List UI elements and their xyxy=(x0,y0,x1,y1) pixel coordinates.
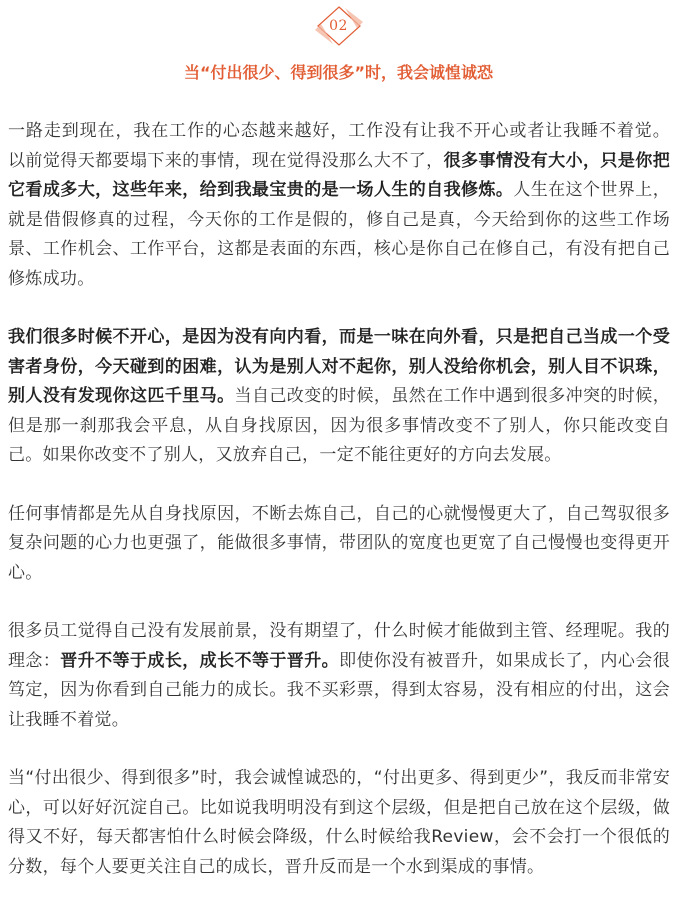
paragraph xyxy=(8,500,670,589)
paragraph-text: 任何事情都是先从自身找原因，不断去炼自己，自己的心就慢慢更大了，自己驾驭很多复杂问题的心力也更强了，能做很多事情，带团队的宽度也更宽了自己慢慢也变得更开心。 xyxy=(8,503,670,583)
paragraph xyxy=(8,764,670,882)
paragraph-bold-text: 我们很多时候不开心，是因为没有向内看，而是一味在向外看，只是把自己当成一个受害者身份，今天碰到的困难，认为是别人对不起你，别人没给你机会，别人目不识珠，别人没有发现你这匹千里马。 xyxy=(8,327,670,406)
section-number: 02 xyxy=(329,18,348,34)
paragraph xyxy=(8,323,670,471)
section-title: 当“付出很少、得到很多”时，我会诚惶诚恐 xyxy=(183,63,494,82)
paragraph-text: 一路走到现在，我在工作的心态越来越好，工作没有让我不开心或者让我睡不着觉。 以前觉得天都要塌下来的事情，现在觉得没那么大不了， xyxy=(8,121,670,171)
paragraph-text: 当自己改变的时候，虽然在工作中遇到很多冲突的时候，但是那一刹那我会平息，从自身找原因，因为很多事情改变不了别人，你只能改变自己。如果你改变不了别人，又放弃自己，一定不能往更好的方向去发展。 xyxy=(8,386,670,465)
paragraph-bold-text: 晋升不等于成长，成长不等于晋升。 xyxy=(60,650,340,671)
paragraph-text: 很多员工觉得自己没有发展前景，没有期望了，什么时候才能做到主管、经理呢。我的理念： xyxy=(8,621,670,671)
paragraph-text: 即使你没有被晋升，如果成长了，内心会很笃定，因为你看到自己能力的成长。我不买彩票，得到太容易，没有相应的付出，这会让我睡不着觉。 xyxy=(8,650,670,730)
article-body xyxy=(8,117,670,911)
paragraph xyxy=(8,617,670,735)
paragraph-text: 人生在这个世界上，就是借假修真的过程，今天你的工作是假的，修自己是真，今天给到你的这些工作场景、工作机会、工作平台，这都是表面的东西，核心是你自己在修自己，有没有把自己修炼成功。 xyxy=(8,180,671,289)
paragraph-text: 当“付出很少、得到很多”时，我会诚惶诚恐的，“付出更多、得到更少”，我反而非常安心，可以好好沉淀自己。比如说我明明没有到这个层级，但是把自己放在这个层级，做得又不好，每天都害怕什么时候会降级，什么时候给我Review，会不会打一个很低的分数，每个人要更关注自己的成长，晋升反而是一个水到渠成的事情。 xyxy=(8,768,670,877)
paragraph xyxy=(8,117,670,294)
paragraph-bold-text: 很多事情没有大小，只是你把它看成多大，这些年来，给到我最宝贵的是一场人生的自我修炼。 xyxy=(8,150,670,200)
